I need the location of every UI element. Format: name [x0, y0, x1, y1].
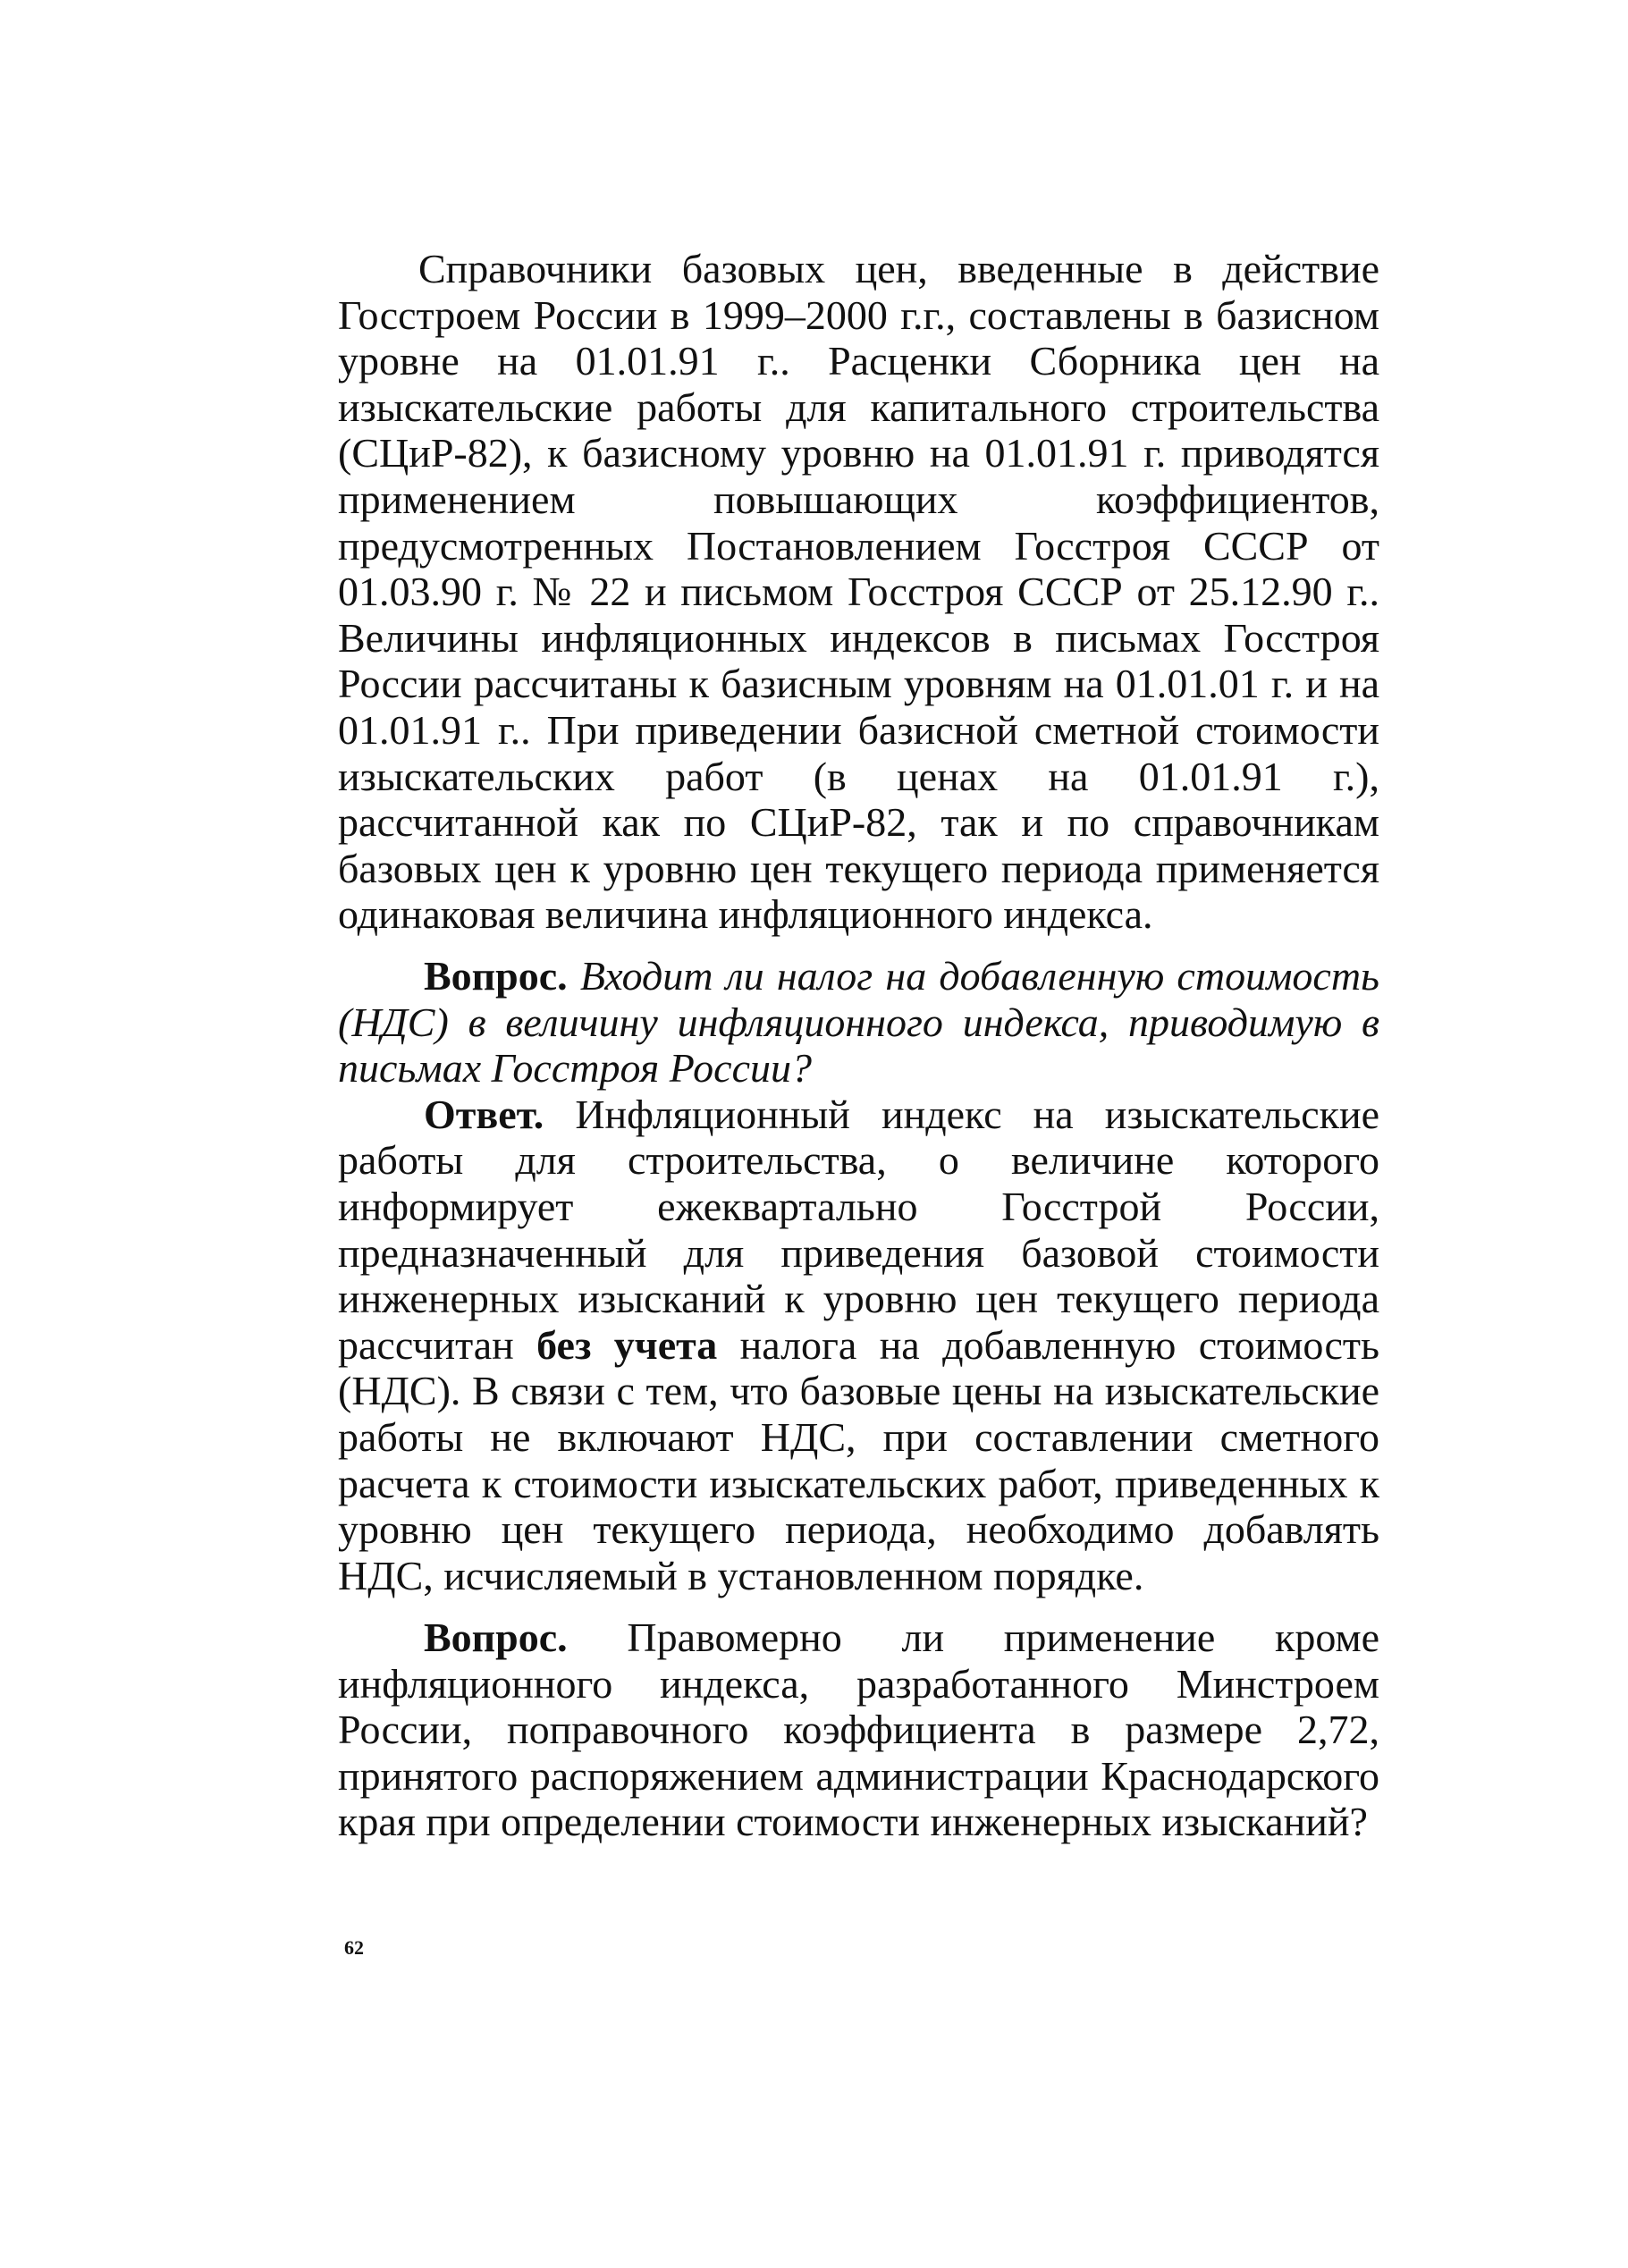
question-2-text: Правомерно ли применение кроме инфляционного индекса, разработанного Минстроем России, поправочного коэффициента в размере 2,72, принятого распоряжением администрации Краснодарского края при определении стоимости инженерных изысканий? — [338, 1615, 1379, 1845]
question-1-label: Вопрос. — [424, 953, 568, 999]
intro-section — [338, 246, 1379, 938]
qa-section-1 — [338, 953, 1379, 1598]
answer-1-emphasis: без учета — [536, 1321, 718, 1368]
answer-1-text-after: налога на добавленную стоимость (НДС). В связи с тем, что базовые цены на изыскательские работы не включают НДС, при составлении сметного расчета к стоимости изыскательских работ, приведенных к уровню цен текущего периода, необходимо добавлять НДС, исчисляемый в установленном порядке. — [338, 1321, 1380, 1598]
answer-1 — [338, 1092, 1379, 1599]
question-1-text: Входит ли налог на добавленную стоимость (НДС) в величину инфляционного индекса, приводимую в письмах Госстроя России? — [338, 953, 1379, 1092]
page-number: 62 — [344, 1936, 364, 1959]
answer-1-label: Ответ. — [424, 1091, 544, 1137]
question-2 — [338, 1615, 1379, 1845]
intro-paragraph: Справочники базовых цен, введенные в действие Госстроем России в 1999–2000 г.г., составлены в базисном уровне на 01.01.91 г.. Расценки Сборника цен на изыскательские работы для капитального строительства (СЦиР-82), к базисному уровню на 01.01.91 г. приводятся применением повышающих коэффициентов, предусмотренных Постановлением Госстроя СССР от 01.03.90 г. № 22 и письмом Госстроя СССР от 25.12.90 г.. Величины инфляционных индексов в письмах Госстроя России рассчитаны к базисным уровням на 01.01.01 г. и на 01.01.91 г.. При приведении базисной сметной стоимости изыскательских работ (в ценах на 01.01.91 г.), рассчитанной как по СЦиР-82, так и по справочникам базовых цен к уровню цен текущего периода применяется одинаковая величина инфляционного индекса. — [338, 246, 1379, 938]
qa-section-2 — [338, 1615, 1379, 1845]
question-2-label: Вопрос. — [424, 1615, 568, 1660]
answer-1-text-before: Инфляционный индекс на изыскательские работы для строительства, о величине которого информирует ежеквартально Госстрой России, предназначенный для приведения базовой стоимости инженерных изысканий к уровню цен текущего периода рассчитан — [338, 1091, 1379, 1368]
question-1 — [338, 953, 1379, 1092]
